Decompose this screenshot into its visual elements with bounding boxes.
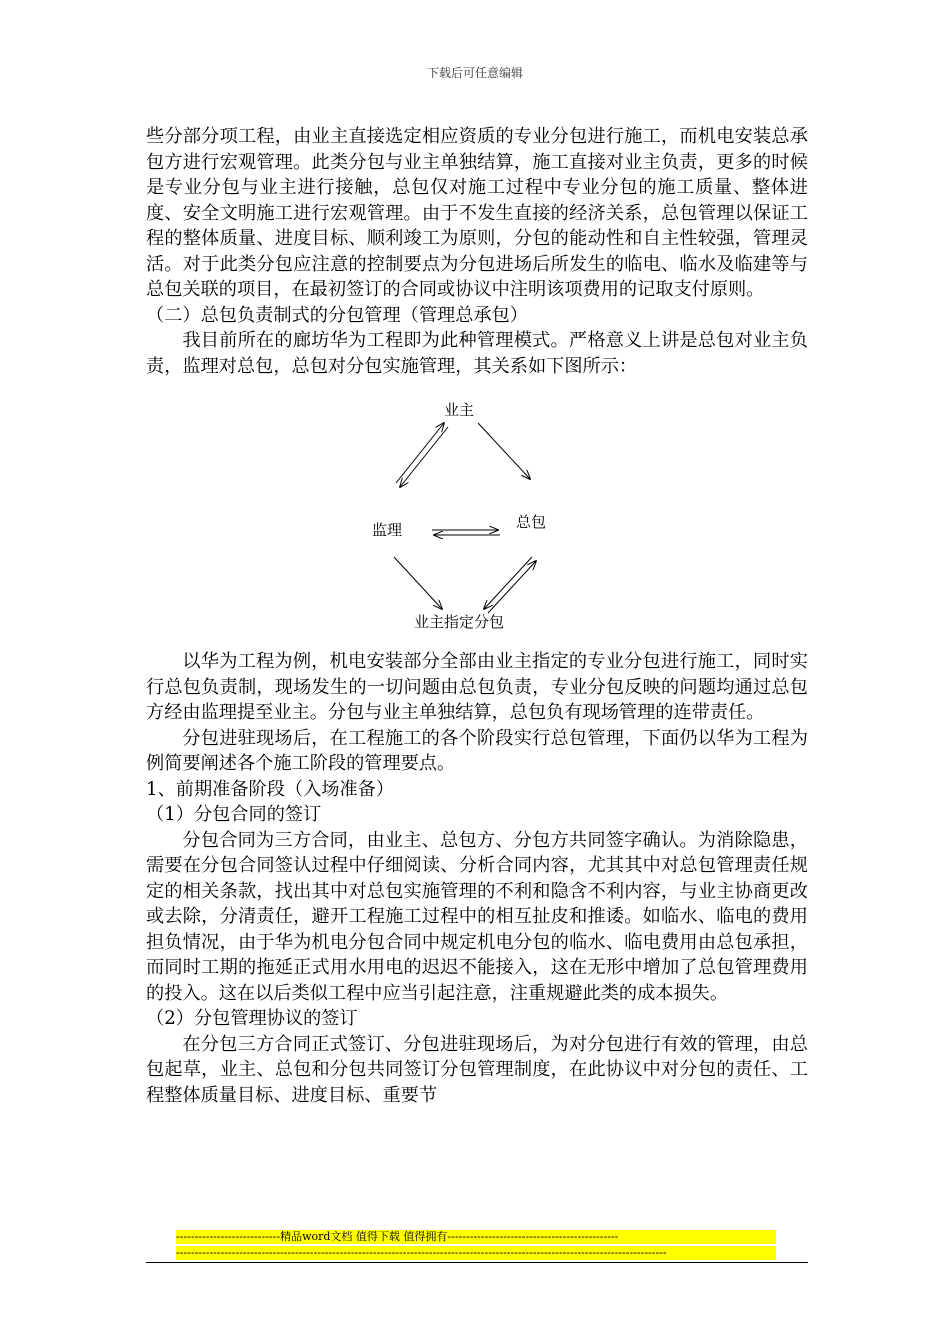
arrow-contractor-to-subcontractor xyxy=(484,557,532,609)
section-heading: （二）总包负责制式的分包管理（管理总承包） xyxy=(146,304,528,326)
page-header: 下载后可任意编辑 xyxy=(426,66,523,80)
arrow-subcontractor-to-contractor xyxy=(488,561,536,613)
paragraph: 分包进驻现场后，在工程施工的各个阶段实行总包管理，下面仍以华为工程为例简要阐述各个施工阶段的管理要点。 xyxy=(146,727,808,774)
paragraph: 些分部分项工程，由业主直接选定相应资质的专业分包进行施工，而机电安装总承包方进行宏观管理。此类分包与业主单独结算，施工直接对业主负责，更多的时候是专业分包与业主进行接触，总包仅对施工过程中专业分包的施工质量、整体进度、安全文明施工进行宏观管理。由于不发生直接的经济关系，总包管理以保证工程的整体质量、进度目标、顺利竣工为原则，分包的能动性和自主性较强，管理灵活。对于此类分包应注意的控制要点为分包进场后所发生的临电、临水及临建等与总包关联的项目，在最初签订的合同或协议中注明该项费用的记取支付原则。 xyxy=(146,126,808,300)
node-general-contractor: 总包 xyxy=(516,513,547,531)
paragraph: 分包合同为三方合同，由业主、总包方、分包方共同签字确认。为消除隐患，需要在分包合同签认过程中仔细阅读、分析合同内容，尤其其中对总包管理责任规定的相关条款，找出其中对总包实施管理的不利和隐含不利内容，与业主协商更改或去除，分清责任，避开工程施工过程中的相互扯皮和推诿。如临水、临电的费用担负情况，由于华为机电分包合同中规定机电分包的临水、临电费用由总包承担，而同时工期的拖延正式用水用电的迟迟不能接入，这在无形中增加了总包管理费用的投入。这在以后类似工程中应当引起注意，注重规避此类的成本损失。 xyxy=(146,829,808,1004)
paragraph: 以华为工程为例，机电安装部分全部由业主指定的专业分包进行施工，同时实行总包负责制，现场发生的一切问题由总包负责，专业分包反映的问题均通过总包方经由监理提至业主。分包与业主单独结算，总包负有现场管理的连带责任。 xyxy=(146,651,808,723)
node-supervisor: 监理 xyxy=(372,521,403,539)
node-designated-subcontractor: 业主指定分包 xyxy=(414,613,505,631)
subsection-heading: （1）分包合同的签订 xyxy=(146,804,322,825)
node-owner: 业主 xyxy=(444,401,475,419)
diagram-arrows xyxy=(146,391,808,619)
footer-rule xyxy=(146,1262,808,1263)
footer-dash-line: ------------------------------------------------------------------------------------------------------------------------------------ xyxy=(176,1246,776,1260)
arrow-supervisor-to-owner xyxy=(396,423,444,483)
footer-banner: ----------------------------精品word文档 值得下载 值得拥有---------------------------------------------- xyxy=(176,1230,776,1244)
paragraph: 我目前所在的廊坊华为工程即为此种管理模式。严格意义上讲是总包对业主负责，监理对总包，总包对分包实施管理，其关系如下图所示： xyxy=(146,330,808,377)
arrow-owner-to-supervisor xyxy=(400,427,448,487)
arrow-supervisor-to-subcontractor xyxy=(394,557,442,609)
arrow-owner-to-contractor xyxy=(478,423,530,479)
paragraph: 在分包三方合同正式签订、分包进驻现场后，为对分包进行有效的管理，由总包起草，业主、总包和分包共同签订分包管理制度，在此协议中对分包的责任、工程整体质量目标、进度目标、重要节 xyxy=(146,1033,808,1106)
section-heading: 1、前期准备阶段（入场准备） xyxy=(146,778,395,800)
subsection-heading: （2）分包管理协议的签订 xyxy=(146,1008,358,1029)
relationship-diagram xyxy=(146,391,808,631)
document-body xyxy=(146,124,808,1108)
